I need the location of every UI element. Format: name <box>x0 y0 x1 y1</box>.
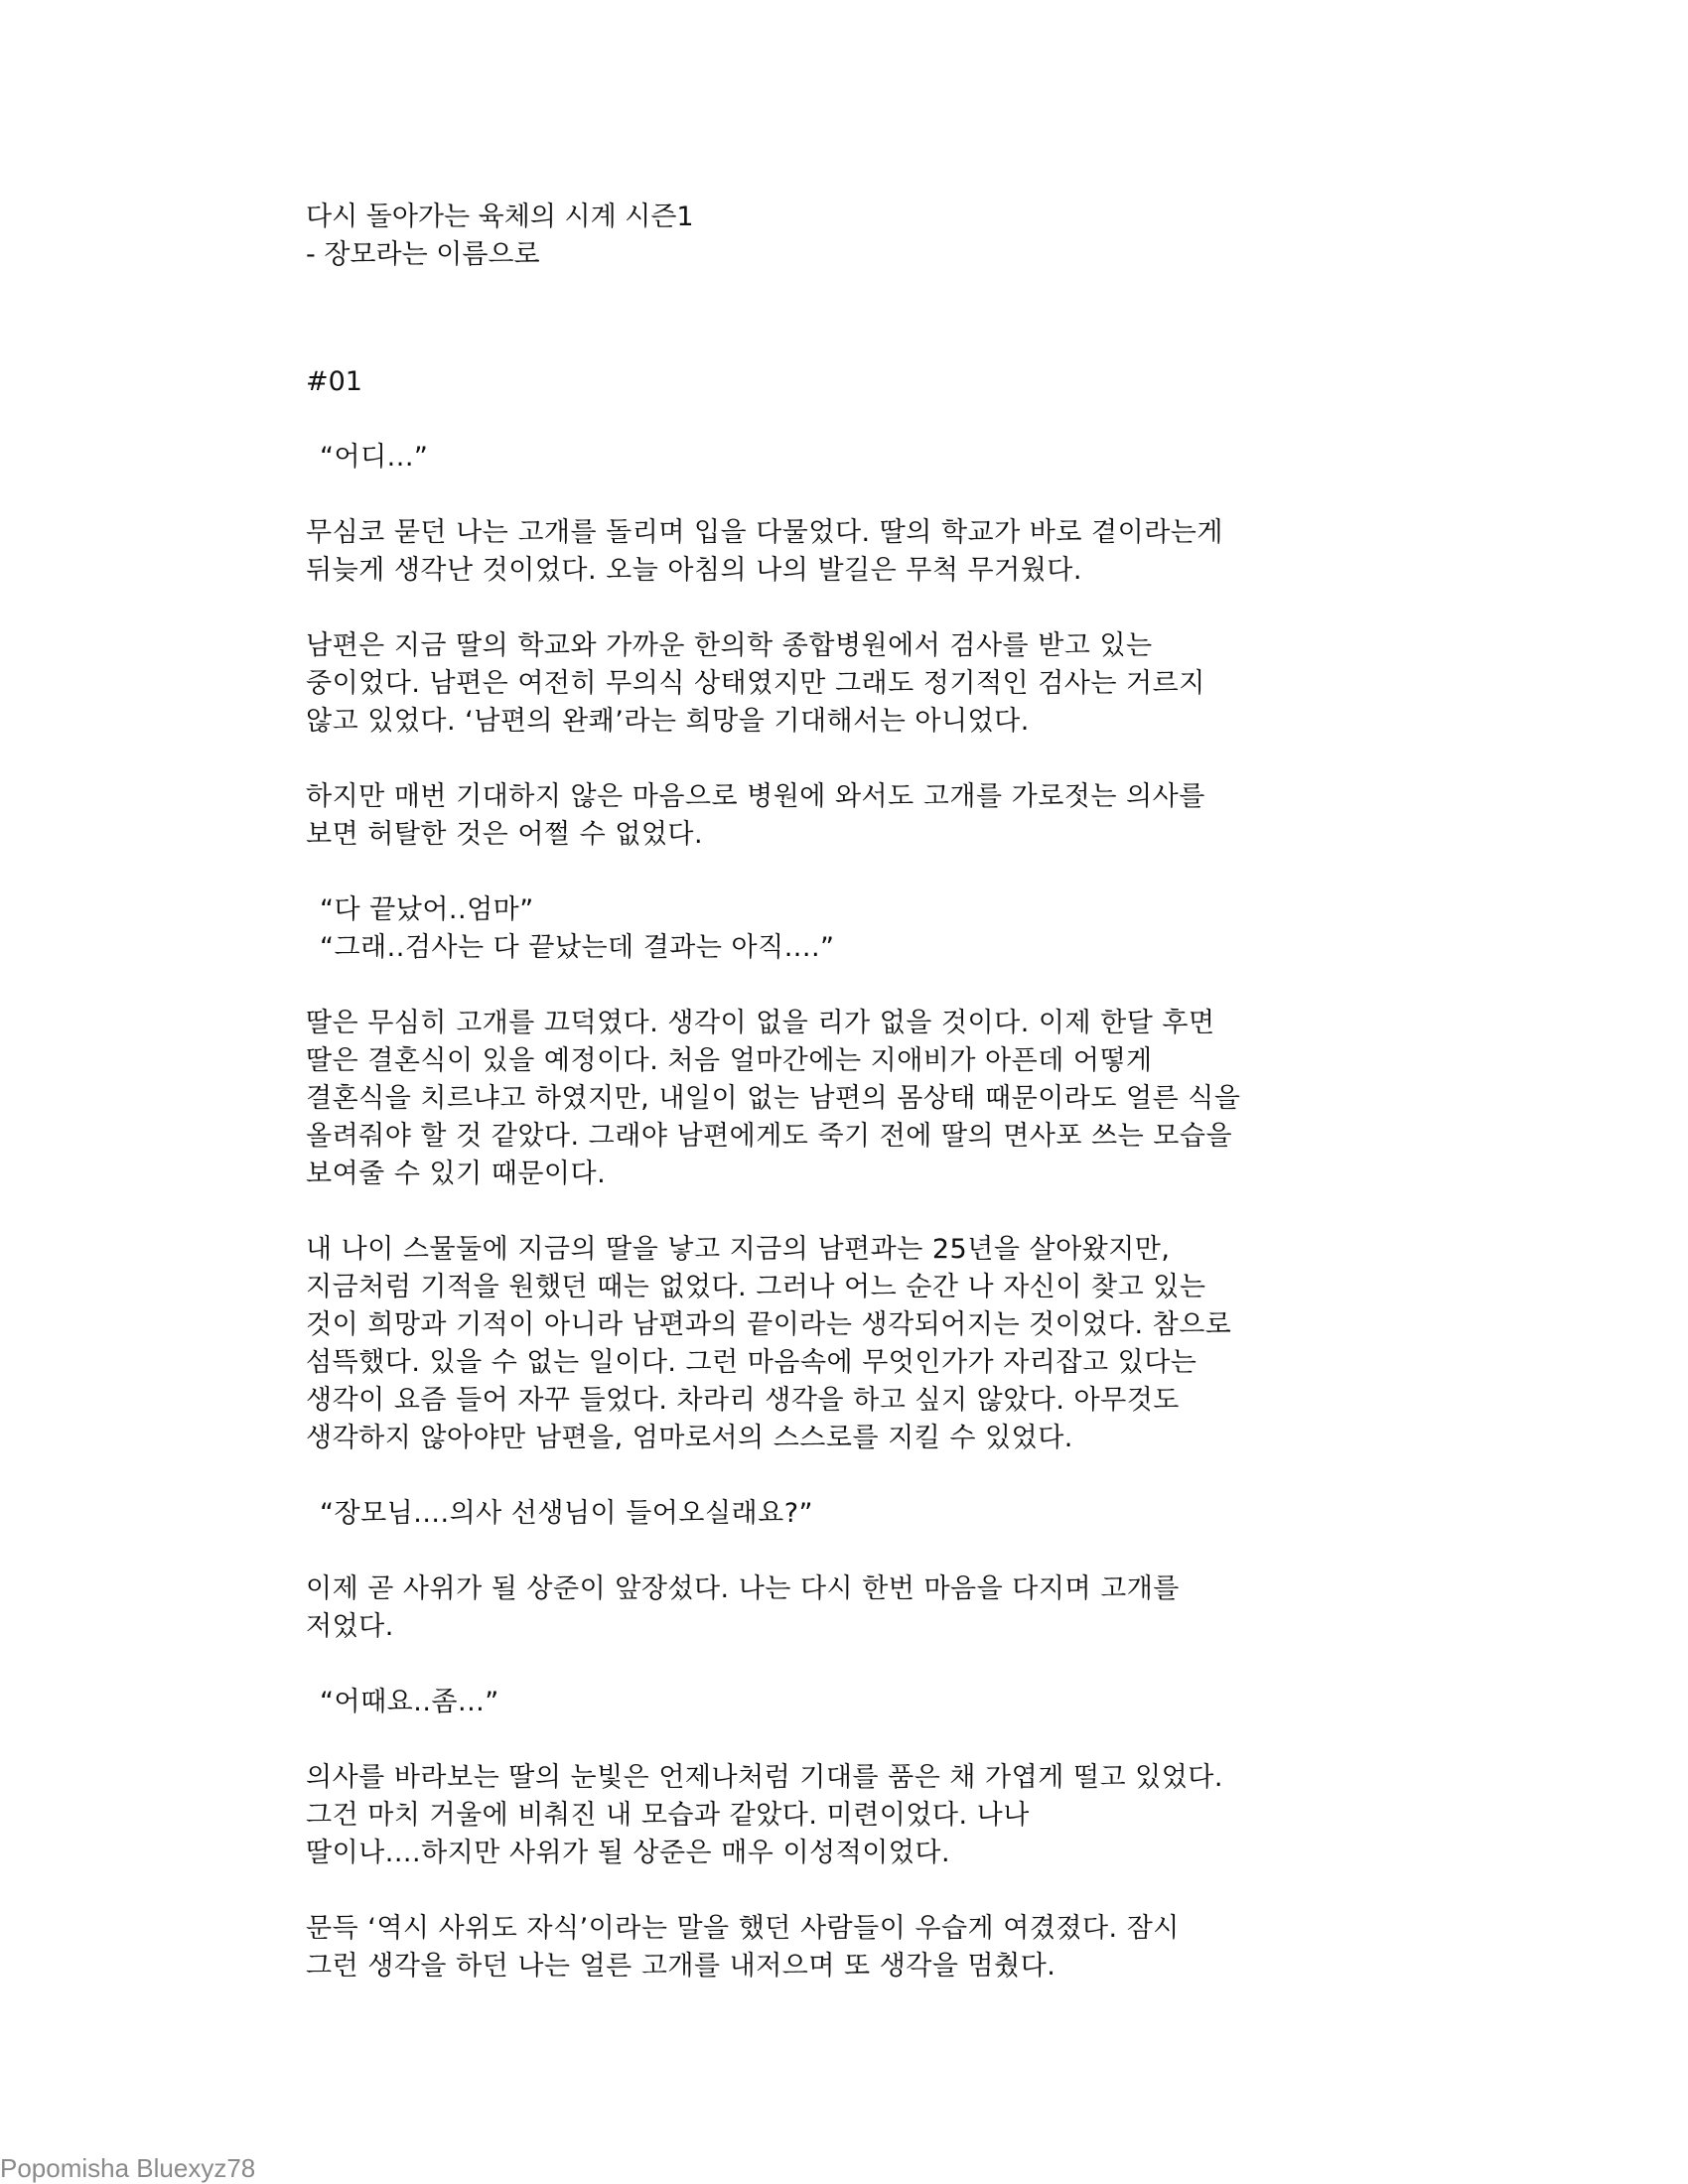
paragraph-gap <box>306 590 1398 627</box>
text-line: 뒤늦게 생각난 것이었다. 오늘 아침의 나의 발길은 무척 무거웠다. <box>306 555 1082 586</box>
text-line: 올려줘야 할 것 같았다. 그래야 남편에게도 죽기 전에 딸의 면사포 쓰는 모습을 <box>306 1121 1233 1152</box>
narrative-paragraph <box>306 778 1398 854</box>
document-title: 다시 돌아가는 육체의 시계 시즌1 <box>306 202 694 232</box>
paragraph-gap <box>306 1457 1398 1495</box>
narrative-paragraph <box>306 627 1398 741</box>
paragraph-gap <box>306 1533 1398 1570</box>
text-line: 생각하지 않아야만 남편을, 엄마로서의 스스로를 지킬 수 있었다. <box>306 1423 1073 1453</box>
paragraph-gap <box>306 741 1398 778</box>
text-line: 그런 생각을 하던 나는 얼른 고개를 내저으며 또 생각을 멈췄다. <box>306 1951 1056 1981</box>
narrative-paragraph <box>306 1570 1398 1646</box>
text-line: 그건 마치 거울에 비춰진 내 모습과 같았다. 미련이었다. 나나 <box>306 1800 1030 1831</box>
text-line: 의사를 바라보는 딸의 눈빛은 언제나처럼 기대를 품은 채 가엽게 떨고 있었다. <box>306 1762 1223 1793</box>
footer-watermark: Popomisha Bluexyz78 <box>0 2153 256 2183</box>
text-line: “다 끝났어..엄마” <box>320 894 534 925</box>
paragraph-gap <box>306 401 1398 439</box>
text-line: 딸은 결혼식이 있을 예정이다. 처음 얼마간에는 지애비가 아픈데 어떻게 <box>306 1045 1153 1076</box>
paragraph-gap <box>306 967 1398 1005</box>
text-line: 섬뜩했다. 있을 수 없는 일이다. 그런 마음속에 무엇인가가 자리잡고 있다는 <box>306 1347 1197 1378</box>
text-line: 딸은 무심히 고개를 끄덕였다. 생각이 없을 리가 없을 것이다. 이제 한달 후면 <box>306 1008 1215 1038</box>
text-line: 이제 곧 사위가 될 상준이 앞장섰다. 나는 다시 한번 마음을 다지며 고개를 <box>306 1573 1180 1604</box>
document-subtitle: - 장모라는 이름으로 <box>306 239 540 270</box>
text-line: 생각이 요즘 들어 자꾸 들었다. 차라리 생각을 하고 싶지 않았다. 아무것도 <box>306 1385 1180 1416</box>
narrative-paragraph <box>306 1005 1398 1193</box>
paragraph-gap <box>306 1193 1398 1231</box>
text-line: 무심코 묻던 나는 고개를 돌리며 입을 다물었다. 딸의 학교가 바로 곁이라는게 <box>306 517 1223 548</box>
narrative-paragraph <box>306 1231 1398 1457</box>
paragraph-gap <box>306 854 1398 891</box>
text-line: 중이었다. 남편은 여전히 무의식 상태였지만 그래도 정기적인 검사는 거르지 <box>306 668 1205 699</box>
document-page <box>306 199 1398 1985</box>
text-line: 것이 희망과 기적이 아니라 남편과의 끝이라는 생각되어지는 것이었다. 참으로 <box>306 1309 1232 1340</box>
text-line: “그래..검사는 다 끝났는데 결과는 아직....” <box>320 932 835 963</box>
paragraph-gap <box>306 1646 1398 1684</box>
text-line: 저었다. <box>306 1611 394 1642</box>
text-line: 딸이나....하지만 사위가 될 상준은 매우 이성적이었다. <box>306 1838 951 1868</box>
dialogue-paragraph <box>306 1495 1398 1533</box>
body-text <box>306 401 1398 1985</box>
text-line: 않고 있었다. ‘남편의 완쾌’라는 희망을 기대해서는 아니었다. <box>306 706 1030 737</box>
text-line: 보면 허탈한 것은 어쩔 수 없었다. <box>306 819 704 850</box>
dialogue-paragraph <box>306 439 1398 477</box>
text-line: “어때요..좀...” <box>320 1687 499 1717</box>
narrative-paragraph <box>306 1910 1398 1985</box>
text-line: 보여줄 수 있기 때문이다. <box>306 1159 607 1189</box>
text-line: 문득 ‘역시 사위도 자식’이라는 말을 했던 사람들이 우습게 여겼졌다. 잠시 <box>306 1913 1180 1944</box>
text-line: 지금처럼 기적을 원했던 때는 없었다. 그러나 어느 순간 나 자신이 찾고 있는 <box>306 1272 1206 1302</box>
dialogue-paragraph <box>306 1684 1398 1721</box>
paragraph-gap <box>306 1721 1398 1759</box>
paragraph-gap <box>306 477 1398 514</box>
text-line: 결혼식을 치르냐고 하였지만, 내일이 없는 남편의 몸상태 때문이라도 얼른 식을 <box>306 1083 1241 1114</box>
text-line: 내 나이 스물둘에 지금의 딸을 낳고 지금의 남편과는 25년을 살아왔지만, <box>306 1234 1171 1265</box>
dialogue-paragraph <box>306 891 1398 967</box>
narrative-paragraph <box>306 514 1398 590</box>
text-line: 하지만 매번 기대하지 않은 마음으로 병원에 와서도 고개를 가로젓는 의사를 <box>306 781 1205 812</box>
text-line: “장모님....의사 선생님이 들어오실래요?” <box>320 1498 814 1529</box>
text-line: “어디...” <box>320 442 429 473</box>
title-block <box>306 199 1398 274</box>
paragraph-gap <box>306 1872 1398 1910</box>
narrative-paragraph <box>306 1759 1398 1872</box>
chapter-heading: #01 <box>306 366 362 397</box>
text-line: 남편은 지금 딸의 학교와 가까운 한의학 종합병원에서 검사를 받고 있는 <box>306 630 1153 661</box>
